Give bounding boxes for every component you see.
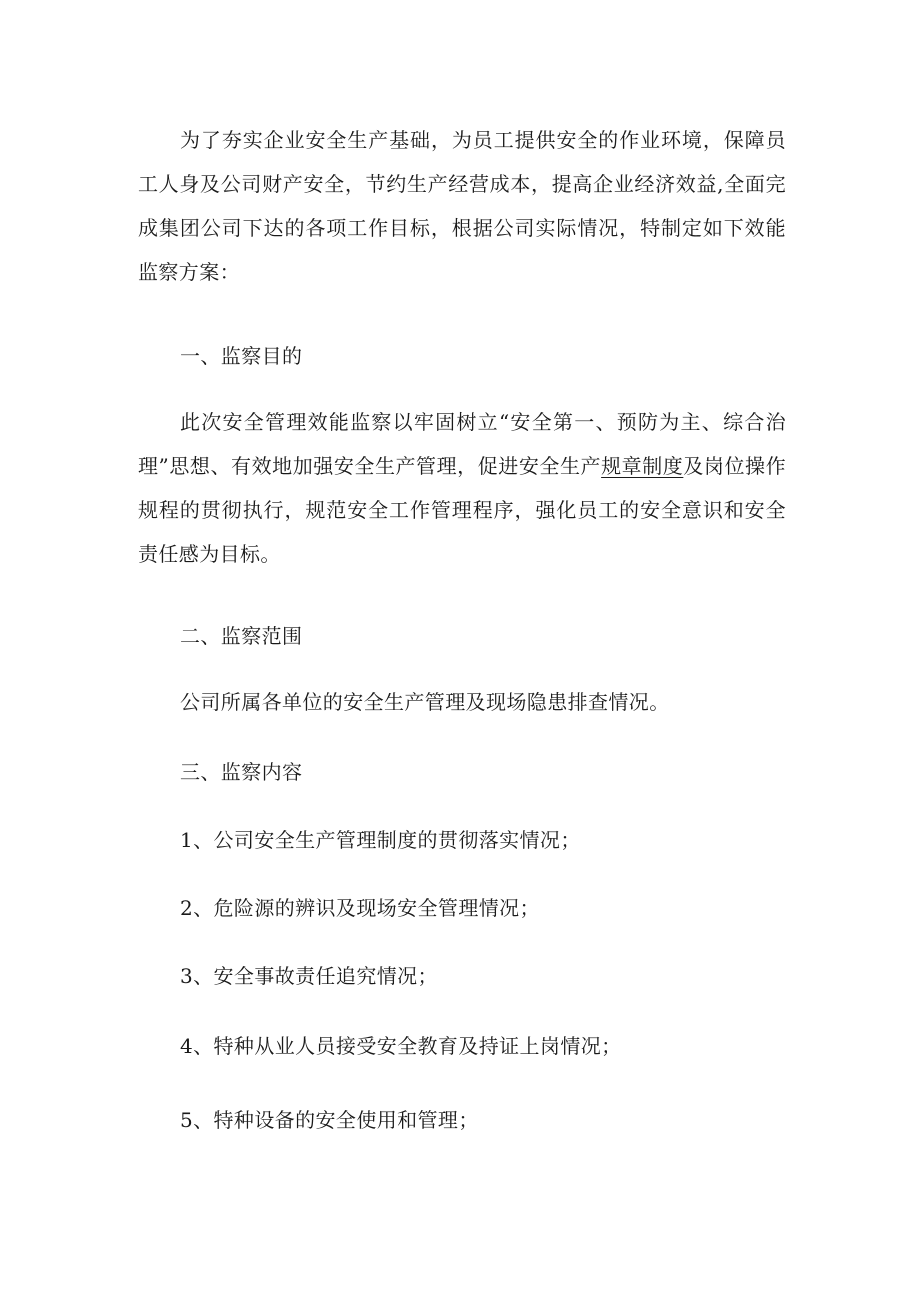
list-item: 4、特种从业人员接受安全教育及持证上岗情况； bbox=[180, 1034, 622, 1058]
list-item: 1、公司安全生产管理制度的贯彻落实情况； bbox=[180, 828, 581, 852]
section-heading-content: 三、监察内容 bbox=[180, 760, 303, 784]
list-item: 3、安全事故责任追究情况； bbox=[180, 964, 438, 988]
purpose-text-after: 及岗位操作规程的贯彻执行，规范安全工作管理程序，强化员工的安全意识和安全责任感为目标。 bbox=[138, 454, 786, 566]
purpose-text-before: 此次安全管理效能监察以牢固树立“安全第一、预防为主、综合治理”思想、有效地加强安全生产管理，促进安全生产 bbox=[138, 410, 786, 478]
section-heading-scope: 二、监察范围 bbox=[180, 624, 303, 648]
scope-paragraph: 公司所属各单位的安全生产管理及现场隐患排查情况。 bbox=[180, 690, 670, 714]
section-heading-purpose: 一、监察目的 bbox=[180, 344, 303, 368]
intro-paragraph: 为了夯实企业安全生产基础，为员工提供安全的作业环境，保障员工人身及公司财产安全，节约生产经营成本，提高企业经济效益,全面完成集团公司下达的各项工作目标，根据公司实际情况，特制定如下效能监察方案： bbox=[138, 128, 786, 284]
list-item: 5、特种设备的安全使用和管理； bbox=[180, 1108, 479, 1132]
purpose-paragraph bbox=[138, 400, 786, 576]
list-item: 2、危险源的辨识及现场安全管理情况； bbox=[180, 896, 540, 920]
regulations-link[interactable]: 规章制度 bbox=[601, 454, 684, 478]
